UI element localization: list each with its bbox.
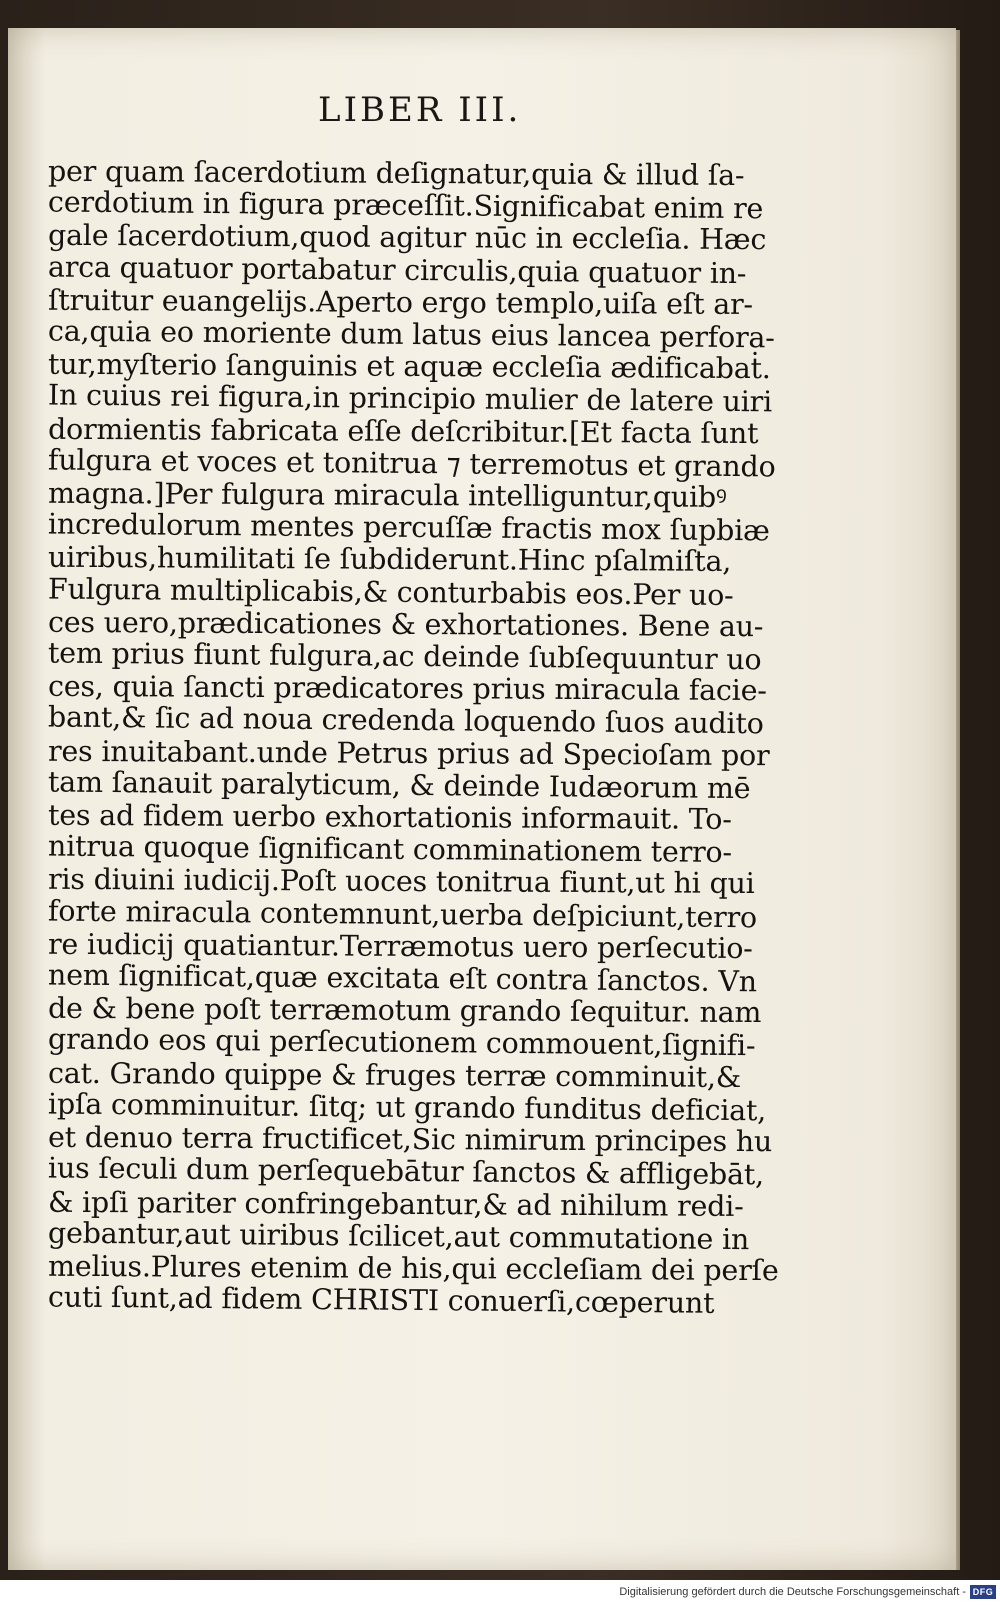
text-line: incredulorum mentes percuſſæ fractis mox ſupbiæ (47, 507, 770, 548)
text-line: gebantur,aut uiribus ſcilicet,aut commutatione in (47, 1216, 750, 1256)
text-line: grando eos qui perſecutionem commouent,ſignifi- (47, 1022, 756, 1063)
text-line: forte miracula contemnunt,uerba deſpiciunt,terro (47, 894, 758, 934)
text-line: cat. Grando quippe & fruges terræ comminuit,& (47, 1056, 742, 1094)
text-line: cuti ſunt,ad fidem CHRISTI conuerſi,cœperunt (47, 1280, 715, 1320)
text-line: ipſa comminuitur. ſitq; ut grando funditus deficiat, (47, 1087, 767, 1128)
text-line: tur,myſterio ſanguinis et aquæ eccleſia ædificabaṫ. (47, 347, 771, 386)
text-line: melius.Plures etenim de his,qui eccleſiam dei perſe (47, 1249, 779, 1288)
text-line: bant,& ſic ad noua credenda loquendo ſuos audito (47, 700, 764, 741)
dfg-logo: DFG (970, 1585, 996, 1599)
text-line: re iudicij quatiantur.Terræmotus uero perſecutio- (47, 927, 753, 965)
text-line: ius ſeculi dum perſequebātur ſanctos & affligebāt, (47, 1151, 765, 1192)
text-line: ces, quia ſancti prædicatores prius miracula facie- (47, 669, 767, 708)
text-line: tes ad fidem uerbo exhortationis informauit. To- (47, 798, 732, 836)
text-line: ces uero,prædicationes & exhortationes. Bene au- (47, 605, 764, 643)
footer-bar (0, 1580, 1000, 1608)
text-line: tem prius fiunt fulgura,ac deinde ſubſequuntur uo (47, 636, 762, 677)
text-line: ca,quia eo moriente dum latus eius lancea perfora- (47, 314, 775, 355)
text-line: ris diuini iudicij.Poſt uoces tonitrua fiunt,ut hi qui (47, 863, 755, 901)
text-line: arca quatuor portabatur circulis,quia quatuor in- (47, 250, 747, 290)
text-line: magna.]Per fulgura miracula intelliguntur,quibꝰ (47, 476, 727, 514)
text-line: nem ſignificat,quæ excitata eſt contra ſanctos. Vn (47, 958, 758, 999)
text-line: fulgura et voces et tonitrua ⁊ terremotus et grando (47, 443, 776, 484)
text-line: tam ſanauit paralyticum, & deinde Iudæorum mē (47, 765, 751, 806)
text-line: gale ſacerdotium,quod agitur nūc in eccleſia. Hæc (47, 219, 767, 257)
text-line: per quam ſacerdotium deſignatur,quia & illud ſa- (47, 154, 745, 192)
running-head: LIBER III. (318, 90, 522, 130)
body-text (47, 154, 788, 1320)
text-line: et denuo terra fructificet,Sic nimirum principes hu (47, 1120, 773, 1159)
text-line: de & bene poſt terræmotum grando ſequitur. nam (47, 992, 762, 1030)
paper-page (8, 28, 956, 1570)
text-line: cerdotium in figura præceſſit.Significabat enim re (47, 185, 764, 226)
text-line: & ipſi pariter confringebantur,& ad nihilum redi- (47, 1185, 744, 1223)
funding-credit: Digitalisierung gefördert durch die Deutsche Forschungsgemeinschaft - (619, 1586, 966, 1598)
text-line: res inuitabant.unde Petrus prius ad Specioſam por (47, 734, 770, 772)
text-line: uiribus,humilitati ſe ſubdiderunt.Hinc pſalmiſta, (47, 541, 732, 579)
text-line: nitrua quoque ſignificant comminationem terro- (47, 829, 733, 870)
text-line: In cuius rei figura,in principio mulier de latere uiri (47, 378, 773, 419)
text-line: Fulgura multiplicabis,& conturbabis eos.Per uo- (47, 572, 734, 612)
text-line: ſtruitur euangelijs.Aperto ergo templo,uiſa eſt ar- (47, 283, 754, 321)
text-line: dormientis fabricata eſſe deſcribitur.[Et facta ſunt (47, 412, 759, 450)
